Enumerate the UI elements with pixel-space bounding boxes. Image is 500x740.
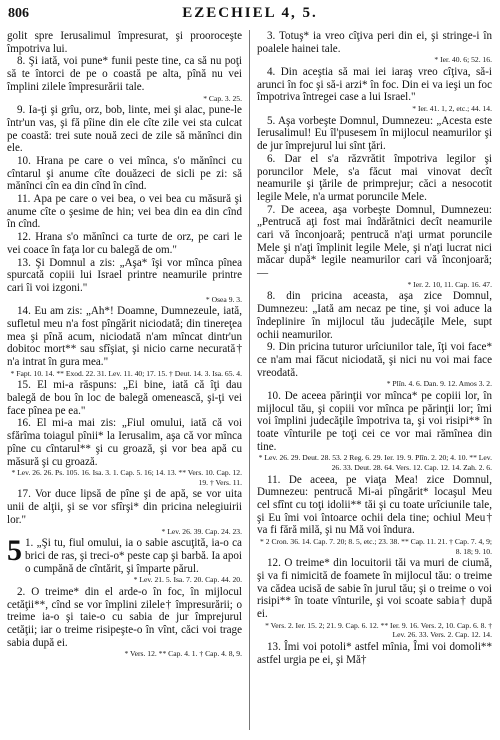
- verse: 14. Eu am zis: „Ah*! Doamne, Dumnezeule, iată, sufletul meu n'a fost pîngărit niciodată; din tinereţea mea şi pînă acum, niciodată n'am mîncat dintr'un dobitoc mort** sau sfîşiat, şi nicio carne necurată† n'a intrat în gura mea.": [7, 305, 242, 369]
- footnote-reference: * Lev. 26. 29. Deut. 28. 53. 2 Reg. 6. 29. Ier. 19. 9. Plîn. 2. 20; 4. 10. ** Lev. 26. 33. Deut. 28. 64. Vers. 12. Cap. 12. 14. Zah. 2. 6.: [258, 453, 492, 473]
- verse: 8. Şi iată, voi pune* funii peste tine, ca să nu poţi să te întorci de pe o coastă pe alta, pînă nu vei împlini zilele împresurării tale.: [7, 55, 242, 93]
- column-divider: [249, 30, 250, 730]
- footnote-reference: * 2 Cron. 36. 14. Cap. 7. 20; 8. 5, etc.; 23. 38. ** Cap. 11. 21. † Cap. 7. 4, 9; 8. 18; 9. 10.: [260, 537, 492, 556]
- verse-text: 1. „Şi tu, fiul omului, ia o sabie ascuţită, ia-o ca brici de ras, şi treci-o* peste cap şi barbă. Ia apoi o cumpănă de cîntărit, şi împarte părul.: [25, 537, 242, 575]
- footnote-reference: * Fapt. 10. 14. ** Exod. 22. 31. Lev. 11. 40; 17. 15. † Deut. 14. 3. Isa. 65. 4.: [10, 368, 242, 378]
- verse: 9. Din pricina tuturor urîciunilor tale, îţi voi face* ce n'am mai făcut niciodată, şi nici nu voi mai face vreodată.: [257, 341, 492, 379]
- footnote-reference: * Ier. 41. 1, 2, etc.; 44. 14.: [412, 104, 492, 114]
- footnote-reference: * Plîn. 4. 6. Dan. 9. 12. Amos 3. 2.: [386, 379, 492, 389]
- verse: 13. Îmi voi potoli* astfel mînia, Îmi voi domoli** astfel urgia pe ei, şi Mă†: [257, 641, 492, 666]
- verse: golit spre Ierusalimul împresurat, şi prooroceşte împotriva lui.: [7, 30, 242, 55]
- verse: 17. Vor duce lipsă de pîne şi de apă, se vor uita unii de alţii, şi se vor sfîrşi* din pricina nelegiuirii lor.": [7, 488, 242, 526]
- verse: 7. De aceea, aşa vorbeşte Domnul, Dumnezeu: „Pentrucă aţi fost mai îndărătnici decît neamurile cari vă înconjoară; pentrucă n'aţi urmat poruncile Mele şi n'aţi împlinit legile Mele, şi n'aţi lucrat nici măcar după* legile neamurilor cari vă înconjoară; —: [257, 203, 492, 280]
- running-title: EZECHIEL 4, 5.: [182, 5, 318, 21]
- left-column: [7, 30, 242, 660]
- footnote-reference: * Ier. 40. 6; 52. 16.: [434, 55, 492, 65]
- verse: 15. El mi-a răspuns: „Ei bine, iată că îţi dau balegă de bou în loc de balegă omenească, şi-ţi vei face pînea pe ea.": [7, 379, 242, 417]
- verse: 16. El mi-a mai zis: „Fiul omului, iată că voi sfărîma toiagul pînii* la Ierusalim, aşa că vor mînca pîne cu cîntarul** şi cu groază, şi vor bea apă cu măsură şi cu groază.: [7, 417, 242, 468]
- chapter-number: 5: [7, 534, 22, 568]
- footnote-reference: * Vers. 2. Ier. 15. 2; 21. 9. Cap. 6. 12. ** Ier. 9. 16. Vers. 2, 10. Cap. 6. 8. † Lev. 26. 33. Vers. 2. Cap. 12. 14.: [265, 620, 492, 640]
- footnote-reference: * Lev. 21. 5. Isa. 7. 20. Cap. 44. 20.: [133, 575, 242, 585]
- verse: 10. De aceea părinţii vor mînca* pe copiii lor, în mijlocul tău, şi copiii vor mînca pe părinţii lor; îmi voi împlini judecăţile împotriva ta, şi voi risipi** în toate vînturile pe toţi cei ce vor mai rămînea din tine.: [257, 389, 492, 453]
- footnote-reference: * Osea 9. 3.: [205, 294, 242, 304]
- verse: 10. Hrana pe care o vei mînca, s'o mănînci cu cîntarul şi anume cîte douăzeci de sicli pe zi: să mănînci cîn ea din cînd în cînd.: [7, 154, 242, 193]
- verse: 11. De aceea, pe viaţa Mea! zice Domnul, Dumnezeu: pentrucă Mi-ai pîngărit* locaşul Meu cel sfînt cu toţi idolii** tăi şi cu toate urîciunile tale, şi Eu îmi voi întoarce ochii dela tine; ochiul Meu† va fi fără milă, şi nu Mă voi îndura.: [257, 473, 492, 537]
- footnote-reference: * Lev. 26. 26. Ps. 105. 16. Isa. 3. 1. Cap. 5. 16; 14. 13. ** Vers. 10. Cap. 12. 19. † Vers. 11.: [11, 468, 242, 487]
- verse: 6. Dar el s'a răzvrătit împotriva legilor şi poruncilor Mele, s'a făcut mai vinovat decît neamurile şi ţările de primprejur; căci a nesocotit legile Mele, n'a urmat poruncile Mele.: [257, 152, 492, 203]
- footnote-reference: * Cap. 3. 25.: [203, 93, 242, 103]
- verse: 8. din pricina aceasta, aşa zice Domnul, Dumnezeu: „Iată am necaz pe tine, şi voi aduce la îndeplinire în mijlocul tău judecăţile Mele, supt ochii neamurilor.: [257, 290, 492, 341]
- verse: 2. O treime* din el arde-o în foc, în mijlocul cetăţii**, cînd se vor împlini zilele† împresurării; o treime ia-o şi taie-o cu sabia de jur împrejurul cetăţii; iar o treime risipeşte-o în vînt, căci voi trage sabia după ei.: [7, 585, 242, 649]
- verse: 11. Apa pe care o vei bea, o vei bea cu măsură şi anume cîte o şesime de hin; vei bea din ea din cînd în cînd.: [7, 193, 242, 231]
- right-column: [257, 30, 492, 666]
- verse: 3. Totuş* ia vreo cîţiva peri din ei, şi stringe-i în poalele hainei tale.: [257, 30, 492, 55]
- footnote-reference: * Vers. 12. ** Cap. 4. 1. † Cap. 4. 8, 9.: [124, 649, 242, 659]
- verse: 13. Şi Domnul a zis: „Aşa* îşi vor mînca pînea spurcată copiii lui Israel printre neamurile printre cari îi voi izgoni.": [7, 256, 242, 294]
- footnote-reference: * Lev. 26. 39. Cap. 24. 23.: [161, 526, 242, 536]
- page-header: [0, 0, 500, 26]
- page-number: 806: [8, 6, 29, 21]
- verse: 5. Aşa vorbeşte Domnul, Dumnezeu: „Acesta este Ierusalimul! Eu îl'pusesem în mijlocul neamurilor şi de jur împrejurul lui sînt ţări.: [257, 114, 492, 153]
- verse: 12. Hrana s'o mănînci ca turte de orz, pe cari le vei coace în faţa lor cu balegă de om.": [7, 231, 242, 256]
- verse: 12. O treime* din locuitorii tăi va muri de ciumă, şi va fi nimicită de foamete în mijlocul tău: o treime va cădea ucisă de sabie în jurul tău; şi o treime o voi risipi** în toate vînturile, şi voi scoate sabia† după ei.: [257, 557, 492, 621]
- footnote-reference: * Ier. 2. 10, 11. Cap. 16. 47.: [407, 279, 492, 289]
- verse: 4. Din aceştia să mai iei iaraş vreo cîţiva, să-i arunci în foc şi să-i arzi* în foc. Din ei va ieşi un foc împotriva întregei case a lui Israel.": [257, 66, 492, 104]
- chapter-start: [7, 534, 242, 575]
- verse: 9. Ia-ţi şi grîu, orz, bob, linte, mei şi alac, pune-le într'un vas, şi fă pîine din ele cîte zile vei sta culcat pe coastă: trei sute nouă zeci de zile să mănînci din ele.: [7, 104, 242, 155]
